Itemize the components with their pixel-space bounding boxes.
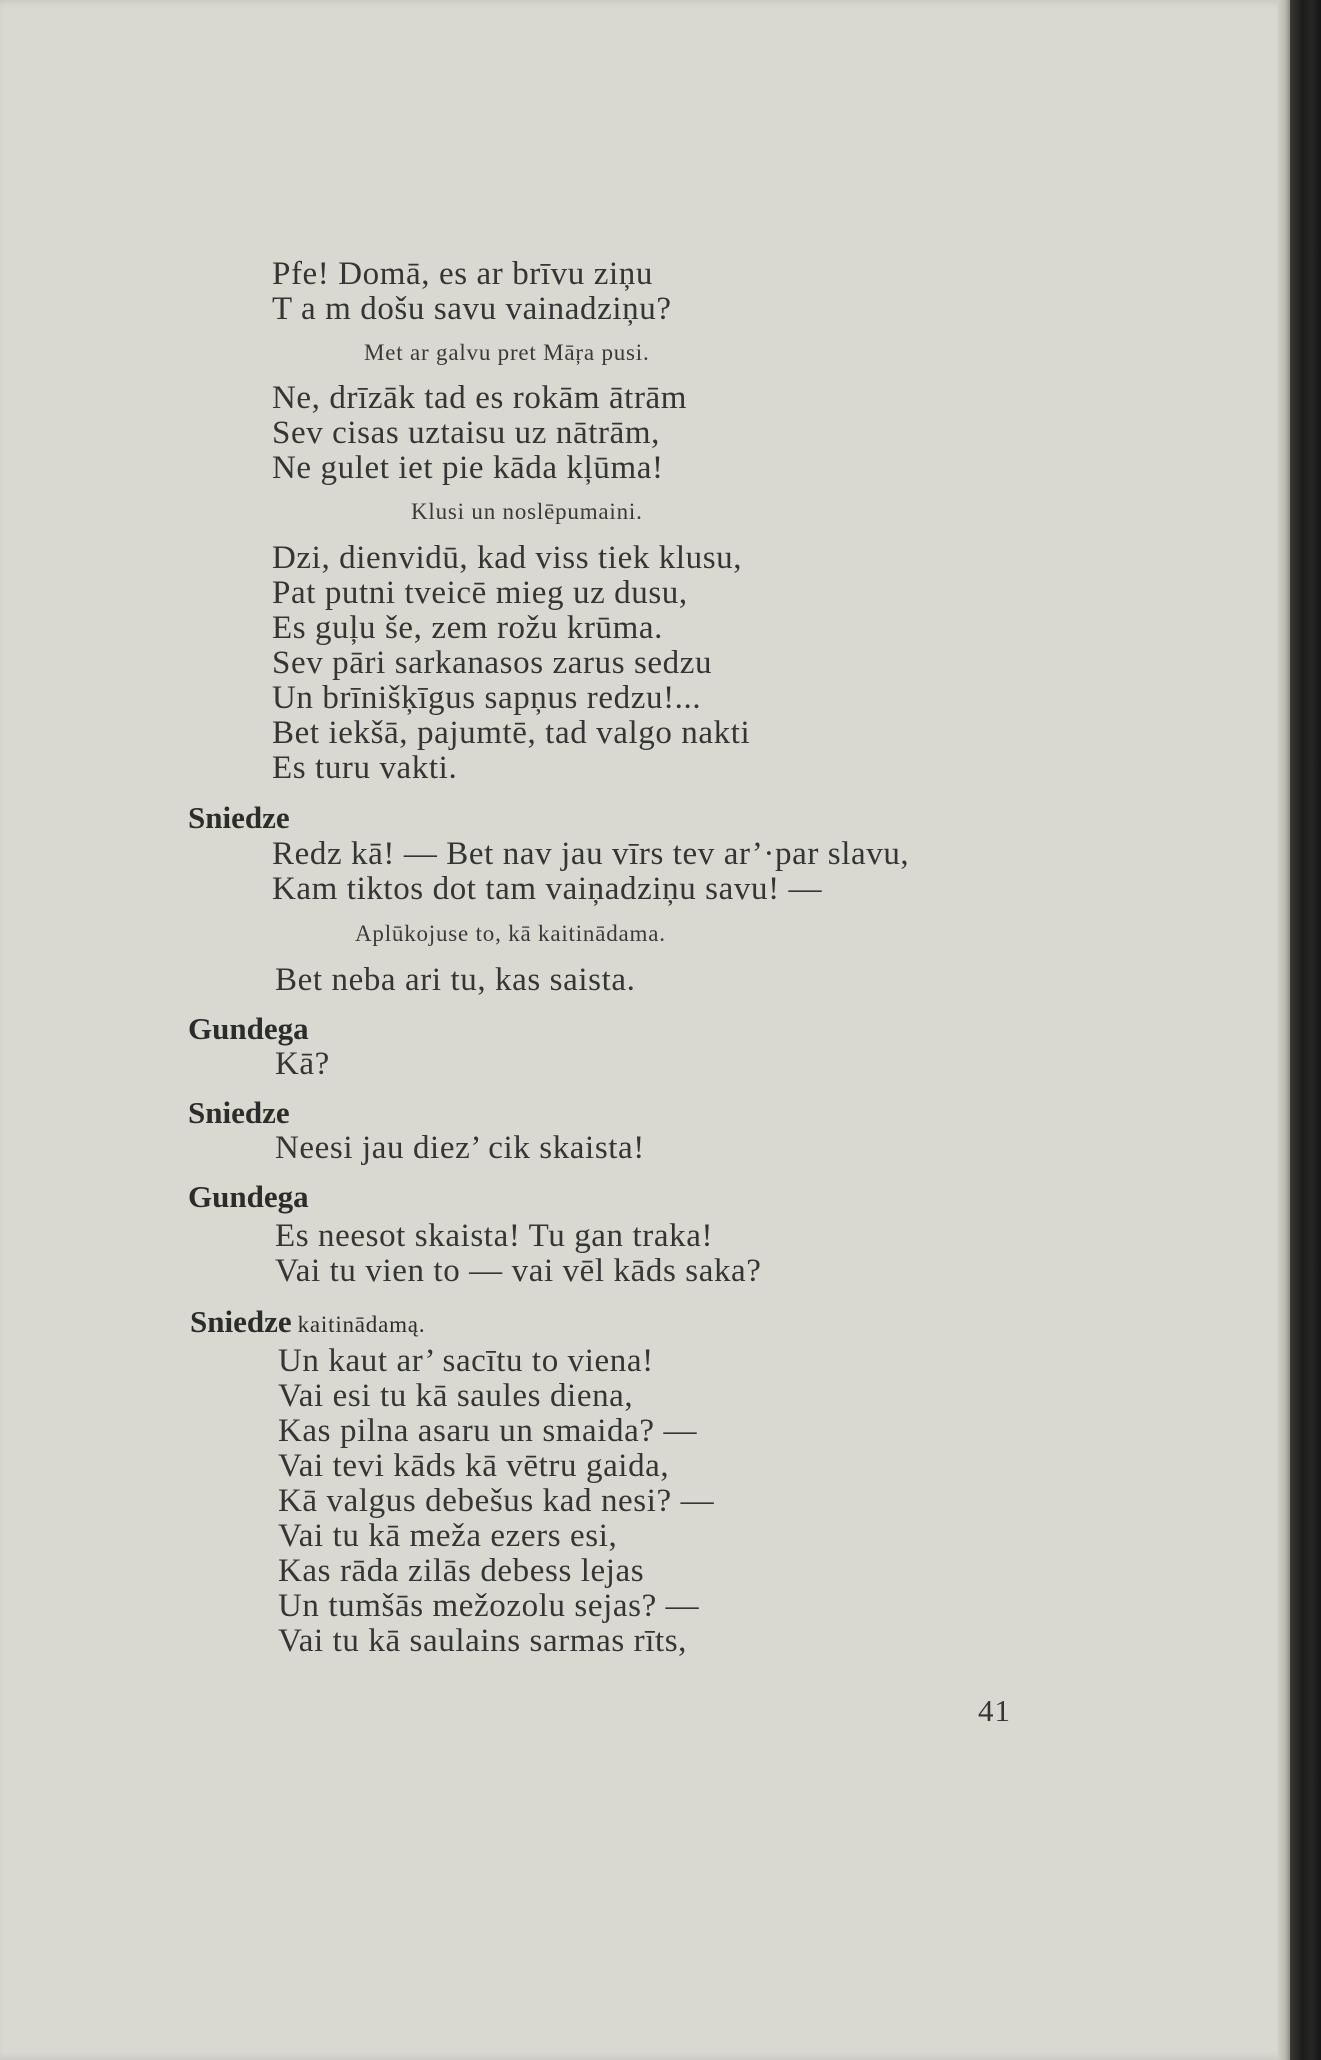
- verse-line: Neesi jau diez’ cik skaista!: [275, 1130, 645, 1166]
- verse-line: Kas pilna asaru un smaida? —: [278, 1413, 698, 1449]
- speaker-name: Gundega: [188, 1179, 309, 1214]
- verse-line: Bet iekšā, pajumtē, tad valgo nakti: [272, 715, 751, 751]
- verse-line: Kam tiktos dot tam vaiņadziņu savu! —: [272, 871, 823, 907]
- verse-line: Pfe! Domā, es ar brīvu ziņu: [272, 256, 653, 292]
- speaker-name: Sniedze: [188, 1095, 290, 1130]
- verse-line: Es turu vakti.: [272, 750, 458, 786]
- verse-line: Ne, drīzāk tad es rokām ātrām: [272, 380, 688, 416]
- verse-line: Kā valgus debešus kad nesi? —: [278, 1483, 715, 1519]
- verse-line: Bet neba ari tu, kas saista.: [275, 962, 636, 998]
- verse-line: Kas rāda zilās debess lejas: [278, 1553, 645, 1589]
- stage-direction: kaitinādamą.: [297, 1312, 426, 1337]
- book-binding-edge: [1290, 0, 1321, 2060]
- stage-direction: Aplūkojuse to, kā kaitinādama.: [355, 921, 666, 946]
- speaker-name: Sniedze: [188, 800, 290, 835]
- verse-line: Dzi, dienvidū, kad viss tiek klusu,: [272, 540, 743, 576]
- verse-line: Es guļu še, zem rožu krūma.: [272, 610, 664, 646]
- verse-line: Vai esi tu kā saules diena,: [278, 1378, 634, 1414]
- speaker-label: Sniedze: [190, 1304, 292, 1339]
- verse-line: Ne gulet iet pie kāda kļūma!: [272, 450, 664, 486]
- speaker-name: [190, 1305, 425, 1342]
- verse-line: Redz kā! — Bet nav jau vīrs tev ar’·par slavu,: [272, 836, 910, 872]
- verse-line: Vai tu vien to — vai vēl kāds saka?: [275, 1253, 762, 1289]
- verse-line: Pat putni tveicē mieg uz dusu,: [272, 575, 688, 611]
- verse-line: Un brīnišķīgus sapņus redzu!...: [272, 680, 702, 716]
- verse-line: Un tumšās mežozolu sejas? —: [278, 1588, 700, 1624]
- verse-line: Sev pāri sarkanasos zarus sedzu: [272, 645, 713, 681]
- verse-line: Vai tu kā meža ezers esi,: [278, 1518, 618, 1554]
- verse-line: Vai tu kā saulains sarmas rīts,: [278, 1623, 688, 1659]
- verse-line: Sev cisas uztaisu uz nātrām,: [272, 415, 660, 451]
- verse-line: T a m došu savu vainadziņu?: [272, 291, 672, 327]
- stage-direction: Met ar galvu pret Māŗa pusi.: [364, 340, 650, 365]
- verse-line: Kā?: [275, 1046, 330, 1082]
- page-number: 41: [978, 1693, 1011, 1728]
- verse-line: Es neesot skaista! Tu gan traka!: [275, 1218, 714, 1254]
- verse-line: Un kaut ar’ sacītu to viena!: [278, 1343, 654, 1379]
- stage-direction: Klusi un noslēpumaini.: [411, 499, 643, 524]
- speaker-name: Gundega: [188, 1011, 309, 1046]
- page-edge: [1278, 0, 1290, 2060]
- verse-line: Vai tevi kāds kā vētru gaida,: [278, 1448, 670, 1484]
